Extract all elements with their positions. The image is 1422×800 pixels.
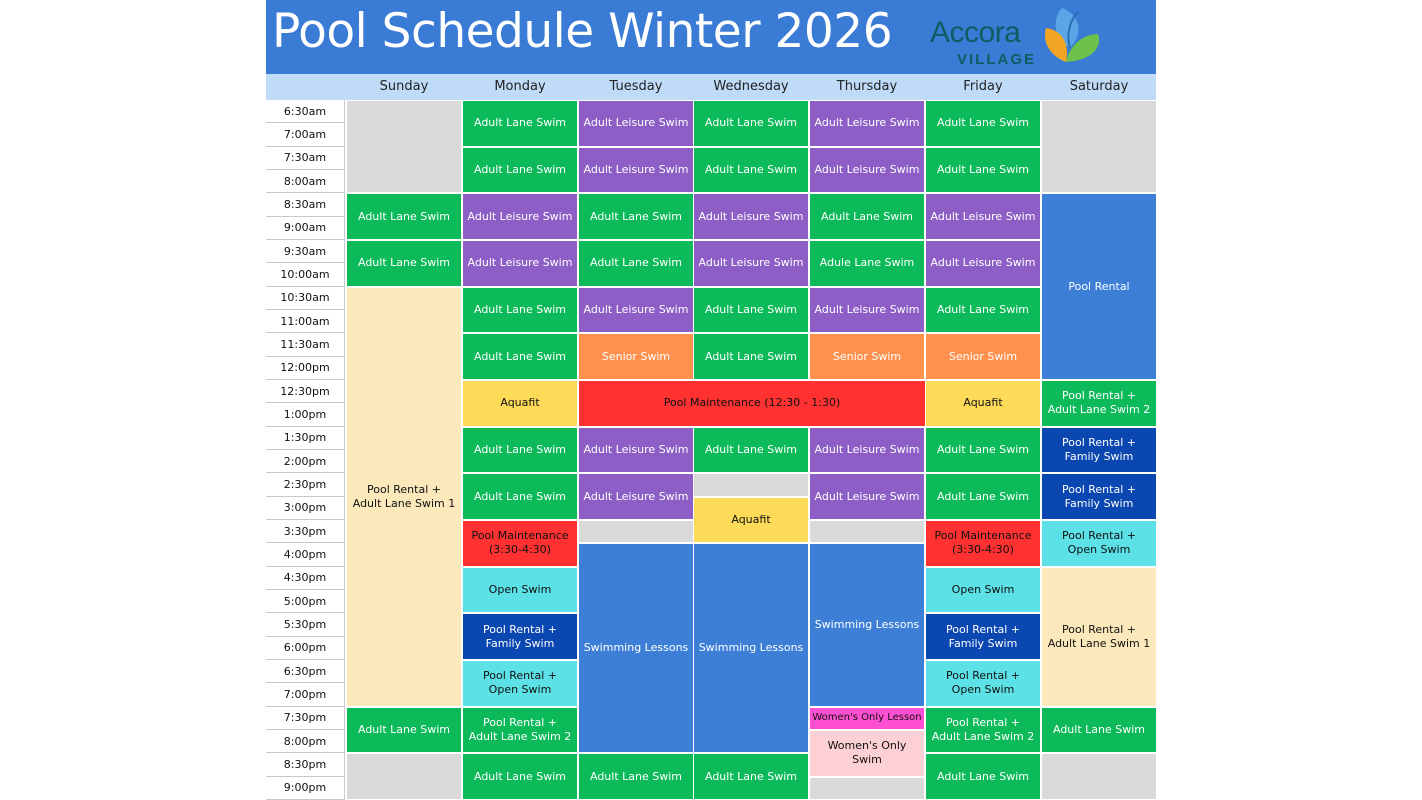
schedule-block: Adult Lane Swim bbox=[462, 287, 578, 334]
schedule-block: Pool Rental + Adult Lane Swim 1 bbox=[1041, 567, 1157, 707]
time-slot-label: 1:00pm bbox=[266, 403, 345, 426]
time-slot-label: 9:00pm bbox=[266, 777, 345, 800]
time-slot-label: 7:00pm bbox=[266, 683, 345, 706]
day-header-friday: Friday bbox=[963, 79, 1003, 94]
schedule-block: Adult Lane Swim bbox=[462, 473, 578, 520]
schedule-block: Women's Only Lesson bbox=[809, 707, 925, 730]
day-header-sunday: Sunday bbox=[379, 79, 429, 94]
schedule-block: Open Swim bbox=[925, 567, 1041, 614]
closed-block bbox=[1041, 100, 1157, 193]
closed-block bbox=[1041, 753, 1157, 800]
schedule-block: Open Swim bbox=[462, 567, 578, 614]
schedule-block: Adult Leisure Swim bbox=[578, 473, 694, 520]
day-header-tuesday: Tuesday bbox=[609, 79, 663, 94]
schedule-block: Pool Rental + Adult Lane Swim 1 bbox=[346, 287, 462, 707]
schedule-block: Adult Leisure Swim bbox=[578, 427, 694, 474]
closed-block bbox=[346, 753, 462, 800]
schedule-block: Adult Leisure Swim bbox=[809, 147, 925, 194]
schedule-block: Adult Lane Swim bbox=[693, 427, 809, 474]
schedule-block: Adule Lane Swim bbox=[809, 240, 925, 287]
schedule-block: Adult Lane Swim bbox=[462, 333, 578, 380]
schedule-block: Aquafit bbox=[693, 497, 809, 544]
header-banner bbox=[266, 0, 1156, 74]
time-slot-label: 4:00pm bbox=[266, 543, 345, 566]
time-slot-label: 9:30am bbox=[266, 240, 345, 263]
schedule-block: Adult Lane Swim bbox=[462, 753, 578, 800]
schedule-block: Senior Swim bbox=[578, 333, 694, 380]
pool-schedule bbox=[266, 0, 1156, 800]
schedule-block: Adult Lane Swim bbox=[693, 333, 809, 380]
time-slot-label: 5:00pm bbox=[266, 590, 345, 613]
schedule-block: Adult Lane Swim bbox=[693, 147, 809, 194]
time-slot-label: 6:30pm bbox=[266, 660, 345, 683]
schedule-block: Pool Maintenance (3:30-4:30) bbox=[925, 520, 1041, 567]
schedule-block: Adult Lane Swim bbox=[1041, 707, 1157, 754]
schedule-block: Pool Rental + Adult Lane Swim 2 bbox=[925, 707, 1041, 754]
logo-subtitle: VILLAGE bbox=[957, 51, 1037, 68]
schedule-block: Pool Rental + Family Swim bbox=[1041, 427, 1157, 474]
time-slot-label: 11:30am bbox=[266, 333, 345, 356]
time-slot-label: 1:30pm bbox=[266, 427, 345, 450]
schedule-block: Adult Lane Swim bbox=[925, 473, 1041, 520]
schedule-block: Adult Leisure Swim bbox=[462, 240, 578, 287]
time-slot-label: 5:30pm bbox=[266, 613, 345, 636]
schedule-block: Pool Rental + Family Swim bbox=[1041, 473, 1157, 520]
schedule-block: Adult Lane Swim bbox=[462, 100, 578, 147]
day-header-monday: Monday bbox=[494, 79, 546, 94]
schedule-block: Adult Leisure Swim bbox=[809, 473, 925, 520]
schedule-block: Adult Lane Swim bbox=[925, 100, 1041, 147]
schedule-block: Senior Swim bbox=[925, 333, 1041, 380]
schedule-block: Adult Lane Swim bbox=[346, 240, 462, 287]
day-header-thursday: Thursday bbox=[836, 79, 898, 94]
schedule-block: Pool Rental + Open Swim bbox=[462, 660, 578, 707]
time-slot-label: 3:30pm bbox=[266, 520, 345, 543]
leaf-logo-icon bbox=[1040, 4, 1104, 70]
schedule-block: Aquafit bbox=[462, 380, 578, 427]
schedule-block: Adult Lane Swim bbox=[925, 753, 1041, 800]
schedule-block: Adult Leisure Swim bbox=[693, 193, 809, 240]
schedule-block: Aquafit bbox=[925, 380, 1041, 427]
time-slot-label: 4:30pm bbox=[266, 567, 345, 590]
schedule-block: Senior Swim bbox=[809, 333, 925, 380]
time-slot-label: 10:30am bbox=[266, 287, 345, 310]
time-slot-label: 11:00am bbox=[266, 310, 345, 333]
schedule-block: Adult Lane Swim bbox=[693, 753, 809, 800]
schedule-block: Swimming Lessons bbox=[693, 543, 809, 753]
schedule-block: Adult Lane Swim bbox=[462, 427, 578, 474]
schedule-title: Pool Schedule Winter 2026 bbox=[272, 4, 893, 59]
schedule-block: Adult Lane Swim bbox=[925, 427, 1041, 474]
schedule-block: Pool Maintenance (3:30-4:30) bbox=[462, 520, 578, 567]
schedule-block: Adult Leisure Swim bbox=[578, 147, 694, 194]
time-slot-label: 12:30pm bbox=[266, 380, 345, 403]
schedule-block: Swimming Lessons bbox=[809, 543, 925, 706]
time-slot-label: 6:00pm bbox=[266, 637, 345, 660]
schedule-block: Adult Leisure Swim bbox=[809, 287, 925, 334]
time-slot-label: 7:30pm bbox=[266, 707, 345, 730]
schedule-block: Adult Lane Swim bbox=[693, 287, 809, 334]
schedule-block: Adult Leisure Swim bbox=[809, 427, 925, 474]
closed-block bbox=[693, 473, 809, 496]
day-header-wednesday: Wednesday bbox=[713, 79, 789, 94]
time-slot-label: 8:30pm bbox=[266, 753, 345, 776]
schedule-block: Adult Lane Swim bbox=[693, 100, 809, 147]
time-slot-label: 9:00am bbox=[266, 217, 345, 240]
time-slot-label: 2:00pm bbox=[266, 450, 345, 473]
schedule-block: Pool Rental + Family Swim bbox=[925, 613, 1041, 660]
schedule-block: Adult Leisure Swim bbox=[578, 100, 694, 147]
schedule-block: Pool Rental + Family Swim bbox=[462, 613, 578, 660]
schedule-block: Adult Lane Swim bbox=[809, 193, 925, 240]
schedule-block: Adult Leisure Swim bbox=[693, 240, 809, 287]
schedule-block: Adult Lane Swim bbox=[578, 753, 694, 800]
schedule-block: Pool Rental + Adult Lane Swim 2 bbox=[1041, 380, 1157, 427]
schedule-block: Swimming Lessons bbox=[578, 543, 694, 753]
time-slot-label: 3:00pm bbox=[266, 497, 345, 520]
time-slot-label: 7:00am bbox=[266, 123, 345, 146]
schedule-block: Adult Leisure Swim bbox=[925, 240, 1041, 287]
schedule-block: Adult Lane Swim bbox=[462, 147, 578, 194]
schedule-block: Pool Rental + Open Swim bbox=[1041, 520, 1157, 567]
closed-block bbox=[809, 520, 925, 543]
time-slot-label: 2:30pm bbox=[266, 473, 345, 496]
schedule-block: Adult Leisure Swim bbox=[578, 287, 694, 334]
time-slot-label: 8:30am bbox=[266, 193, 345, 216]
schedule-block: Pool Rental bbox=[1041, 193, 1157, 380]
day-header-saturday: Saturday bbox=[1069, 79, 1129, 94]
schedule-block: Women's Only Swim bbox=[809, 730, 925, 777]
closed-block bbox=[346, 100, 462, 193]
time-slot-label: 8:00am bbox=[266, 170, 345, 193]
time-slot-label: 12:00pm bbox=[266, 357, 345, 380]
schedule-block: Adult Lane Swim bbox=[578, 240, 694, 287]
schedule-block: Adult Lane Swim bbox=[925, 147, 1041, 194]
time-slot-label: 6:30am bbox=[266, 100, 345, 123]
time-slot-label: 8:00pm bbox=[266, 730, 345, 753]
logo-wordmark: Accora bbox=[930, 16, 1021, 49]
schedule-block: Adult Lane Swim bbox=[346, 707, 462, 754]
schedule-block: Pool Rental + Open Swim bbox=[925, 660, 1041, 707]
day-header-row bbox=[266, 74, 1156, 100]
schedule-block: Adult Leisure Swim bbox=[925, 193, 1041, 240]
schedule-block: Adult Leisure Swim bbox=[809, 100, 925, 147]
time-slot-label: 7:30am bbox=[266, 147, 345, 170]
closed-block bbox=[578, 520, 694, 543]
schedule-block: Adult Leisure Swim bbox=[462, 193, 578, 240]
schedule-block: Adult Lane Swim bbox=[346, 193, 462, 240]
schedule-block: Pool Rental + Adult Lane Swim 2 bbox=[462, 707, 578, 754]
closed-block bbox=[809, 777, 925, 800]
time-slot-label: 10:00am bbox=[266, 263, 345, 286]
schedule-block: Adult Lane Swim bbox=[925, 287, 1041, 334]
schedule-block: Adult Lane Swim bbox=[578, 193, 694, 240]
schedule-block: Pool Maintenance (12:30 - 1:30) bbox=[578, 380, 926, 427]
